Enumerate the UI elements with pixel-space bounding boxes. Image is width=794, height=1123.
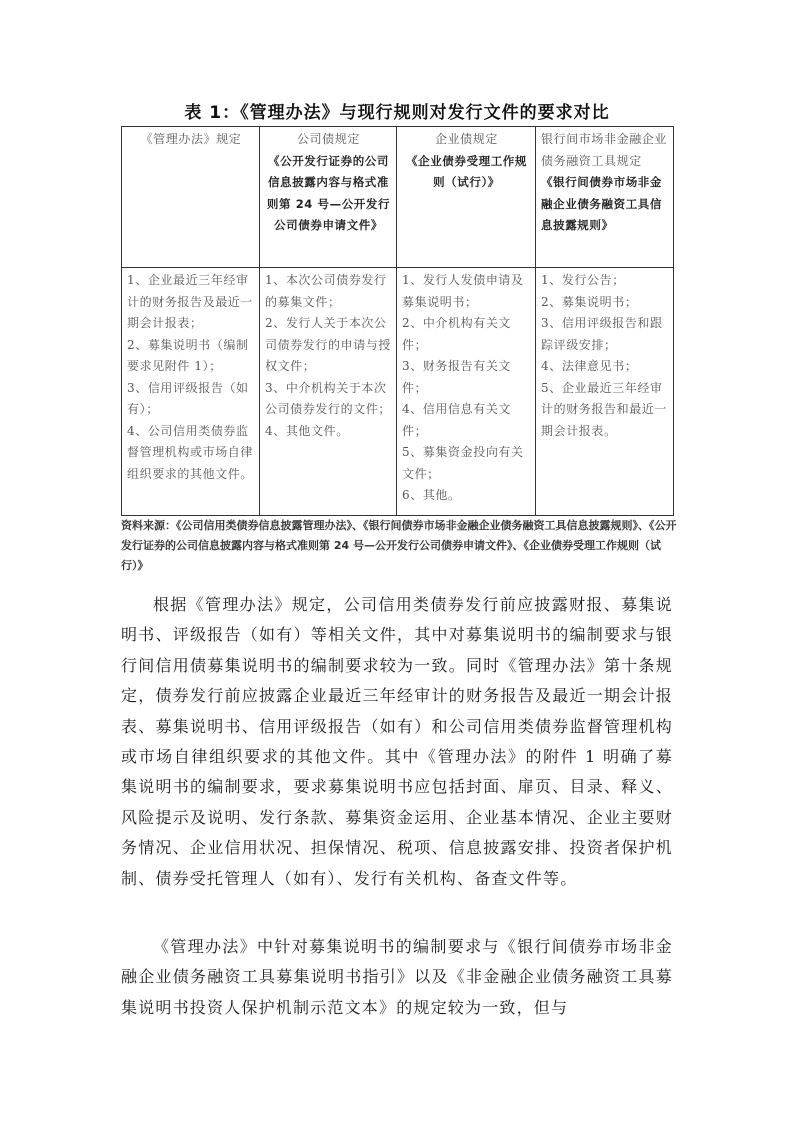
list-item: 3、信用评级报告（如有）；: [127, 380, 249, 416]
body-cell-interbank: [536, 268, 674, 516]
header-label: 《管理办法》规定: [140, 132, 242, 146]
body-cell-enterprise-bond: [397, 268, 536, 516]
list-item: 2、募集说明书；: [541, 294, 638, 309]
header-label: 银行间市场非金融企业债务融资工具规定: [541, 132, 668, 168]
header-rule-name: 《公开发行证券的公司信息披露内容与格式准则第 24 号—公开发行公司债券申请文件》: [266, 153, 391, 232]
list-item: 5、企业最近三年经审计的财务报告和最近一期会计报表。: [541, 380, 668, 438]
table-header-row: [122, 127, 674, 268]
list-item: 4、法律意见书；: [541, 359, 638, 373]
header-cell-management-measures: [122, 127, 260, 268]
header-cell-enterprise-bond: [397, 127, 536, 268]
body-paragraph: 根据《管理办法》规定，公司信用类债券发行前应披露财报、募集说明书、评级报告（如有）等相关文件，其中对募集说明书的编制要求与银行间信用债募集说明书的编制要求较为一致。同时《管理办法》第十条规定，债券发行前应披露企业最近三年经审计的财务报告及最近一期会计报表、募集说明书、信用评级报告（如有）和公司信用类债券监督管理机构或市场自律组织要求的其他文件。其中《管理办法》的附件 1 明确了募集说明书的编制要求，要求募集说明书应包括封面、扉页、目录、释义、风险提示及说明、发行条款、募集资金运用、企业基本情况、企业主要财务情况、企业信用状况、担保情况、税项、信息披露安排、投资者保护机制、债券受托管理人（如有）、发行有关机构、备查文件等。: [121, 595, 673, 888]
list-item: 2、中介机构有关文件；: [402, 316, 512, 352]
list-item: 3、财务报告有关文件；: [402, 359, 512, 395]
list-item: 1、发行人发债申请及募集说明书；: [402, 273, 524, 309]
list-item: 6、其他。: [402, 488, 461, 502]
list-item: 4、信用信息有关文件；: [402, 402, 512, 438]
list-item: 1、发行公告；: [541, 273, 625, 287]
comparison-table: [121, 126, 674, 516]
table-title: 表 1：《管理办法》与现行规则对发行文件的要求对比: [184, 103, 610, 123]
list-item: 1、本次公司债券发行的募集文件；: [265, 273, 387, 309]
header-cell-corporate-bond: [260, 127, 397, 268]
body-cell-management-measures: [122, 268, 260, 516]
body-cell-corporate-bond: [260, 268, 397, 516]
table-body-row: [122, 268, 674, 516]
header-rule-name: 《企业债券受理工作规则（试行）》: [406, 153, 527, 189]
header-rule-name: 《银行间债券市场非金融企业债务融资工具信息披露规则》: [541, 175, 662, 232]
list-item: 3、信用评级报告和跟踪评级安排；: [541, 316, 663, 352]
header-label: 公司债规定: [296, 132, 360, 146]
header-label: 企业债规定: [434, 132, 498, 146]
list-item: 5、募集资金投向有关文件；: [402, 445, 524, 481]
list-item: 2、发行人关于本次公司债券发行的申请与授权文件；: [265, 316, 392, 373]
list-item: 1、企业最近三年经审计的财务报告及最近一期会计报表；: [127, 273, 254, 330]
header-cell-interbank: [536, 127, 674, 268]
list-item: 2、募集说明书（编制要求见附件 1）；: [127, 337, 249, 373]
body-paragraph: 《管理办法》中针对募集说明书的编制要求与《银行间债券市场非金融企业债务融资工具募集说明书指引》以及《非金融企业债务融资工具募集说明书投资人保护机制示范文本》的规定较为一致，但与: [121, 937, 673, 1017]
list-item: 4、其他文件。: [265, 423, 349, 438]
list-item: 4、公司信用类债券监督管理机构或市场自律组织要求的其他文件。: [127, 423, 254, 481]
source-note: 资料来源：《公司信用类债券信息披露管理办法》、《银行间债券市场非金融企业债务融资工具信息披露规则》、《公开发行证券的公司信息披露内容与格式准则第 24 号—公开发行公司债券申请文件》、《企业债券受理工作规则（试行）》: [121, 519, 677, 572]
list-item: 3、中介机构关于本次公司债券发行的文件；: [265, 380, 392, 416]
